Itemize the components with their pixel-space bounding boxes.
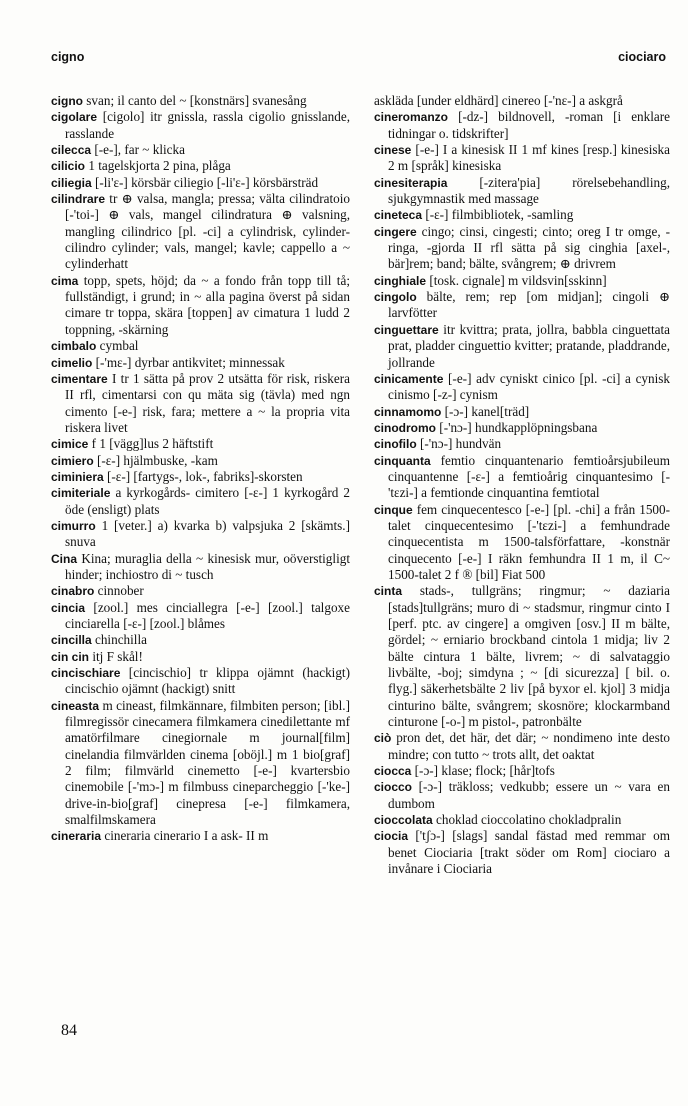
running-head-right: ciociaro (618, 50, 666, 64)
entry-headword: ciminiera (51, 469, 104, 484)
entry-definition: f 1 [vägg]lus 2 häftstift (88, 436, 214, 452)
dictionary-entry (51, 109, 350, 142)
dictionary-entry (51, 828, 350, 844)
dictionary-entry (374, 289, 670, 322)
dictionary-entry (51, 453, 350, 469)
entry-definition: cymbal (96, 338, 139, 354)
dictionary-entry (51, 371, 350, 436)
dictionary-entry (374, 779, 670, 812)
dictionary-entry (374, 436, 670, 452)
entry-definition: [cigolo] itr gnissla, rassla cigolio gnisslande, rasslande (65, 109, 350, 141)
entry-definition: [-'mɛ-] dyrbar antikvitet; minnessak (92, 354, 285, 370)
dictionary-entry (51, 158, 350, 174)
entry-headword: cineasta (51, 698, 100, 713)
entry-definition: askläda [under eldhärd] cinereo [-'nɛ-] a askgrå (374, 93, 623, 108)
entry-headword: ciocca (374, 764, 412, 779)
entry-headword: cimiero (51, 453, 94, 468)
dictionary-entry (374, 763, 670, 779)
dictionary-entry (51, 698, 350, 829)
dictionary-entry (374, 109, 670, 142)
entry-definition: 1 [veter.] a) kvarka b) valpsjuka 2 [skämts.] snuva (65, 517, 350, 550)
entry-definition: [-zitera'pia] rörelsebehandling, sjukgymnastik med massage (388, 174, 670, 207)
entry-definition: [-e-] adv cyniskt cinico [pl. -ci] a cynisk cinismo [-z-] cynism (388, 370, 670, 403)
entry-headword: cinnamomo (374, 404, 442, 419)
entry-definition: [-'nɔ-] hundvän (416, 436, 502, 452)
entry-headword: cimurro (51, 518, 96, 533)
entry-definition: [cincischio] tr klippa ojämnt (hackigt) cincischio ojämnt (hackigt) snitt (65, 665, 350, 697)
entry-definition: [-ɛ-] hjälmbuske, -kam (93, 452, 218, 468)
entry-definition: cinnober (94, 583, 144, 599)
page-number: 84 (61, 1022, 77, 1039)
entry-headword: cincilla (51, 633, 92, 648)
entry-definition: 1 tagelskjorta 2 pina, plåga (85, 158, 231, 174)
entry-definition: [zool.] mes cinciallegra [-e-] [zool.] talgoxe cinciarella [-ɛ-] [zool.] blåmes (65, 599, 350, 631)
entry-headword: cinabro (51, 584, 95, 599)
entry-headword: cilicio (51, 159, 86, 174)
entry-headword: cimelio (51, 355, 93, 370)
dictionary-entry (374, 207, 670, 223)
entry-headword: cinicamente (374, 371, 444, 386)
entry-headword: cinta (374, 584, 403, 599)
entry-headword: cincischiare (51, 666, 121, 681)
entry-headword: cinofilo (374, 437, 417, 452)
entry-definition: [-ɛ-] filmbibliotek, -samling (422, 207, 574, 223)
entry-headword: cimentare (51, 371, 108, 386)
dictionary-entry (51, 485, 350, 518)
entry-definition: bälte, rem; rep [om midjan]; cingoli ⊕ larvfötter (388, 289, 670, 321)
entry-headword: cinodromo (374, 420, 436, 435)
dictionary-entry (374, 322, 670, 371)
entry-definition: cineraria cinerario I a ask- II m (101, 828, 269, 844)
right-column (374, 93, 670, 878)
entry-headword: cimice (51, 437, 89, 452)
entry-headword: cigno (51, 94, 83, 108)
entry-definition: fem cinquecentesco [-e-] [pl. -chi] a från 1500-talet cinquecentesimo [-'tɛzi-] a femhundrade cinquecentista m 1500-talsförfattare, -konstnär cinquecento [-e-] I räkn femhundra II 1 m, il C~ 1500-talet 2 f ® [bil] Fiat 500 (388, 501, 670, 582)
dictionary-entry (374, 224, 670, 273)
entry-definition: [-ɛ-] [fartygs-, lok-, fabriks]-skorsten (103, 468, 303, 484)
entry-definition: tr ⊕ valsa, mangla; pressa; välta cilindratoio [-'toi-] ⊕ vals, mangel cilindratura ⊕ valsning, mangling cilindrico [pl. -ci] a cylindrisk, cylinder- cilindro cylinder; vals, mangel; kavle; cappello a ~ cylinderhatt (65, 191, 350, 272)
entry-definition: [-e-], far ~ klicka (91, 142, 185, 158)
dictionary-entry (51, 355, 350, 371)
dictionary-entry (51, 436, 350, 452)
entry-definition: m cineast, filmkännare, filmbiten person; [ibl.] filmregissör cinecamera filmkamera cinedilettante mf amatörfilmare cinegiornale m journal[film] cinelandia filmvärlden cinema [oböjl.] m 1 bio[graf] 2 film; filmvärld cinemetto [-e-] kvartersbio cinemobile [-'mɔ-] m filmbuss cineparcheggio [-'ke-] drive-in-bio[graf] cinepresa [-e-] filmkamera, smalfilmskamera (65, 697, 350, 828)
entry-definition: a kyrkogårds- cimitero [-ɛ-] 1 kyrkogård 2 öde (ensligt) plats (65, 485, 350, 517)
entry-definition: chinchilla (91, 632, 147, 648)
entry-definition: svan; il canto del ~ [konstnärs] svanesång (83, 93, 307, 108)
dictionary-entry (374, 175, 670, 208)
entry-headword: ciliegia (51, 175, 92, 190)
dictionary-entry (374, 583, 670, 730)
entry-definition: ['tʃɔ-] [slags] sandal fästad med remmar om benet Ciociaria [trakt söder om Rom] ciociaro a invånare i Ciociaria (388, 828, 670, 877)
left-column (51, 93, 350, 845)
entry-headword: cingere (374, 224, 417, 239)
dictionary-entry (374, 420, 670, 436)
dictionary-entry (374, 502, 670, 584)
entry-definition: choklad cioccolatino chokladpralin (432, 812, 622, 828)
dictionary-entry (51, 191, 350, 273)
entry-headword: cimiteriale (51, 486, 111, 501)
entry-definition: pron det, det här, det där; ~ nondimeno inte desto mindre; con tutto ~ trots allt, det oaktat (388, 730, 670, 762)
dictionary-entry (374, 812, 670, 828)
entry-definition: [-ɔ-] träkloss; vedkubb; essere un ~ vara en dumbom (388, 779, 670, 811)
entry-headword: cinese (374, 143, 412, 158)
running-head-left: cigno (51, 50, 85, 64)
entry-headword: cioccolata (374, 813, 433, 828)
dictionary-entry (51, 600, 350, 633)
entry-definition: [-dz-] bildnovell, -roman [i enklare tidningar o. tidskrifter] (388, 109, 670, 141)
dictionary-entry (374, 93, 670, 109)
entry-headword: cilecca (51, 143, 92, 158)
entry-definition: cingo; cinsi, cingesti; cinto; oreg I tr omge, -ringa, -gjorda II rfl sätta på sig cinghia [axel-, bär]rem; band; bälte, svångrem; ⊕ drivrem (388, 223, 670, 272)
dictionary-entry (51, 632, 350, 648)
dictionary-entry (51, 338, 350, 354)
entry-headword: ciò (374, 731, 392, 746)
entry-headword: ciocco (374, 780, 413, 795)
entry-definition: topp, spets, höjd; da ~ a fondo från topp till tå; fullständigt, i grund; in ~ alla pagina överst på sidan cimare tr toppa, skära [toppen] av cimatura 1 ludd 2 toppning, -skärning (65, 272, 350, 337)
dictionary-entry (51, 175, 350, 191)
entry-definition: [tosk. cignale] m vildsvin[sskinn] (426, 272, 607, 288)
dictionary-entry (51, 93, 350, 109)
dictionary-entry (374, 273, 670, 289)
entry-headword: cinquanta (374, 453, 431, 468)
entry-definition: femtio cinquantenario femtioårsjubileum cinquantenne [-ɛ-] a femtioårig cinquantesimo [-'tɛzi-] a femtionde cinquantina femtiotal (388, 452, 670, 501)
entry-definition: [-'nɔ-] hundkapplöpningsbana (436, 419, 598, 435)
entry-headword: cinque (374, 502, 413, 517)
entry-definition: [-ɔ-] klase; flock; [hår]tofs (411, 763, 555, 779)
entry-definition: [-ɔ-] kanel[träd] (441, 403, 530, 419)
dictionary-entry (51, 551, 350, 584)
entry-headword: cin cin (51, 649, 90, 664)
dictionary-entry (51, 142, 350, 158)
entry-headword: cineromanzo (374, 110, 449, 125)
dictionary-entry (51, 583, 350, 599)
entry-headword: cimbalo (51, 339, 97, 354)
entry-headword: cingolo (374, 290, 417, 305)
entry-headword: cineteca (374, 208, 423, 223)
dictionary-entry (374, 142, 670, 175)
entry-headword: Cina (51, 551, 78, 566)
dictionary-entry (374, 828, 670, 877)
dictionary-entry (51, 469, 350, 485)
entry-headword: cincia (51, 600, 86, 615)
entry-definition: Kina; muraglia della ~ kinesisk mur, oöverstigligt hinder; inchiostro di ~ tusch (65, 550, 350, 582)
dictionary-entry (374, 404, 670, 420)
dictionary-entry (51, 665, 350, 698)
entry-definition: stads-, tullgräns; ringmur; ~ daziaria [stads]tullgräns; muro di ~ stadsmur, ringmur cinto I [perf. ptc. av cingere] a omgiven [osv.] II m bälte, gördel; ~ erniario brockband cintola 1 midja; liv 2 bälte cintura 1 bälte, livrem; ~ di salvataggio livbälte, -boj; simdyna ; ~ [di sicurezza] [ bil. o. flyg.] säkerhetsbälte 2 liv [på byxor el. kjol] 3 midja cinturino bälte, svångrem; skosnöre; klockarmband cinturone [-o-] m pistol-, patronbälte (388, 583, 670, 730)
entry-definition: [-e-] I a kinesisk II 1 mf kines [resp.] kinesiska 2 m [språk] kinesiska (388, 142, 670, 174)
entry-headword: cinghiale (374, 273, 427, 288)
entry-headword: cigolare (51, 110, 98, 125)
entry-definition: itr kvittra; prata, jollra, babbla cinguettata prat, pladder cinguettio kvitter; pratande, pladdrande, jollrande (388, 321, 670, 370)
entry-definition: [-li'ɛ-] körsbär ciliegio [-li'ɛ-] körsbärsträd (91, 174, 319, 190)
entry-headword: cinguettare (374, 322, 439, 337)
dictionary-entry (374, 371, 670, 404)
entry-headword: cinesiterapia (374, 175, 448, 190)
dictionary-entry (374, 730, 670, 763)
dictionary-entry (374, 453, 670, 502)
entry-headword: cilindrare (51, 192, 106, 207)
dictionary-entry (51, 273, 350, 338)
entry-headword: cineraria (51, 829, 102, 844)
dictionary-entry (51, 649, 350, 665)
dictionary-entry (51, 518, 350, 551)
entry-definition: I tr 1 sätta på prov 2 utsätta för risk, riskera II rfl, cimentarsi con qu mäta sig (tävla) med ngn cimento [-e-] risk, fara; mettere a ~ la propria vita riskera livet (65, 370, 350, 435)
entry-headword: cima (51, 273, 79, 288)
entry-headword: ciocia (374, 829, 409, 844)
entry-definition: itj F skål! (89, 648, 143, 664)
